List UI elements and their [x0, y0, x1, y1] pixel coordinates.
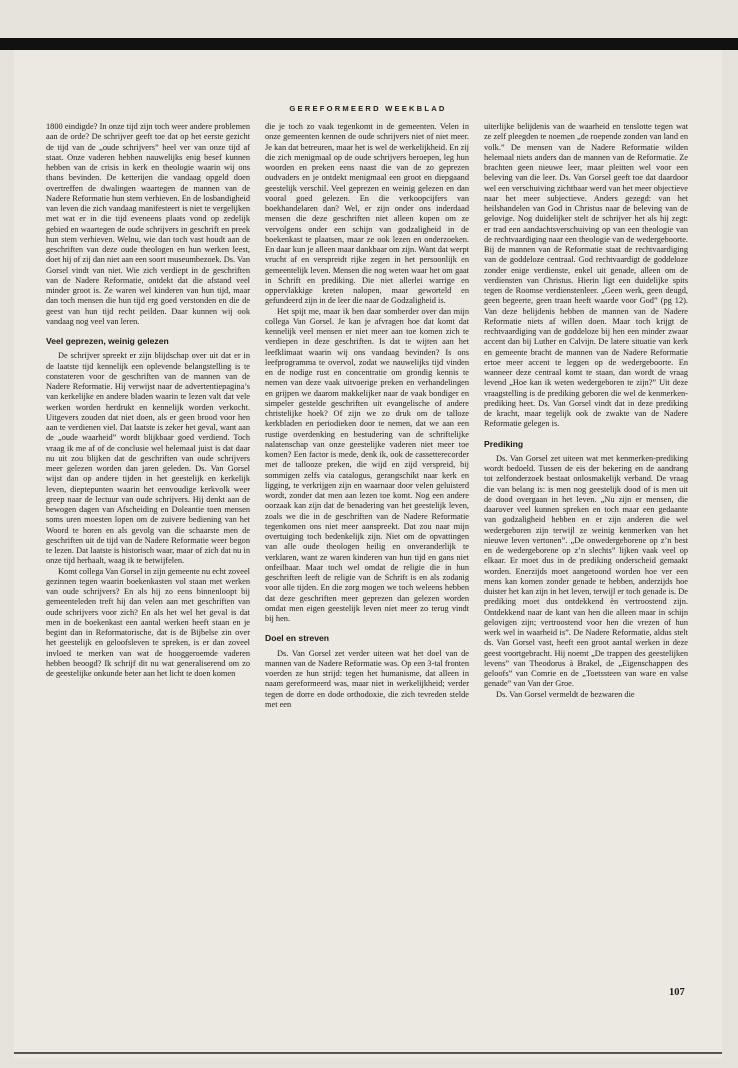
page-number: 107: [669, 987, 685, 998]
text-column-3: [484, 122, 688, 700]
paragraph: 1800 eindigde? In onze tijd zijn toch weer andere problemen aan de orde? De schrijver geeft toe dat op het eerste gezicht de tijd van de „oude schrijvers” heel ver van onze tijd af staat. Onze vaderen hebben nauwelijks enig besef kunnen hebben van de crisis in kerk en theologie waarin wij ons thans bevinden. De ketterijen die vandaag opgeld doen overtreffen de dwalingen waartegen de mannen van de Nadere Reformatie hun stem verhieven. En de losbandigheid van leven die zich vandaag manifesteert is niet te vergelijken met wat er in die tijd eveneens plaats vond op zedelijk gebied en waartegen de oude schrijvers in geschrift en preek hun stem verhieven. Welnu, wie dan toch vast houdt aan de geschriften van deze oude theologen en hun werken leest, doet hij of zij dan niet aan een soort museumbezoek. Ds. Van Gorsel vindt van niet. Wie zich verdiept in de geschriften van de Nadere Reformatie, ontdekt dat die afstand veel minder groot is. Ze waren wel kinderen van hun tijd, maar dan toch mensen die hun tijd erg goed verstonden en die de geest van hun tijd recht peilden. Daar kunnen wij ook vandaag nog veel van leren.: [46, 122, 250, 326]
paragraph: Ds. Van Gorsel vermeldt de bezwaren die: [496, 689, 635, 699]
text-column-2: [265, 122, 469, 710]
paragraph: Ds. Van Gorsel zet uiteen wat met kenmerken-prediking wordt bedoeld. Tussen de eis der bekering en de aandrang tot zelfonderzoek bestaat onlosmakelijk verband. De vraag die van belang is: is men nog geestelijk dood of is men uit de dood overgaan in het leven. „Nu zijn er mensen, die daarover veel kunnen spreken en toch maar een gedaante van godzaligheid hebben en er zijn anderen die wel wedergeboren zijn terwijl ze weinig kenmerken van het nieuwe leven vertonen”. „De onwedergeborene op z’n best en de wedergeborene op z’n slechts” lijken vaak veel op elkaar. Er moet dus in de prediking onderscheid gemaakt worden. Enerzijds moet aangetoond worden hoe ver een mens kan komen zonder genade te hebben, anderzijds hoe duister het kan zijn in het leven, terwijl er toch genade is. De prediking moet dus ontdekkend èn vertroostend zijn. Ontdekkend naar de kant van hen die alleen maar in schijn gelovigen zijn; vertroostend voor hen die vrezen of hun werk wel in waarheid is”. De Nadere Reformatie, aldus stelt ds. Van Gorsel vast, heeft een groot aantal werken in deze geest voortgebracht. Hij noemt „De trappen des geestelijken levens” van Theodorus à Brakel, de „Eigenschappen des geloofs” van Comrie en de „Toetssteen van ware en valse genade” van Van der Groe.: [484, 453, 688, 689]
section-heading: Prediking: [484, 438, 524, 449]
magazine-page: [14, 50, 722, 1058]
top-black-bar: [0, 38, 738, 50]
text-column-1: [46, 122, 250, 679]
paragraph: uiterlijke belijdenis van de waarheid en tenslotte tegen wat ze zelf pleegden te noemen „de roepende zonden van land en volk.” De mensen van de Nadere Reformatie wilden helemaal niets anders dan de mannen van de Reformatie. Ze brachten geen nieuwe leer, maar pleitten wel voor een beleving van die leer. Ds. Van Gorsel geeft toe dat daardoor wel een verschuiving zichtbaar werd van het meer objectieve naar het meer subjectieve. Anders gezegd: van het heilshandelen van God in Christus naar de beleving van de gelovige. Nog duidelijker stelt de schrijver het als hij zegt: er trad een aandachtsverschuiving op van een theologie van de rechtvaardiging naar een theologie van de wedergeboorte. Bij de mannen van de Reformatie staat de rechtvaardiging van de goddeloze centraal. God rechtvaardigt de goddeloze zonder enige verdienste, enkel uit genade, alleen om de verdiensten van Christus. Hierin ligt een duidelijke spits tegen de Roomse verdienstenleer. „Geen werk, geen deugd, geen begeerte, geen traan heeft waarde voor God” (pg 12). Van deze belijdenis hebben de mannen van de Nadere Reformatie niets af willen doen. Maar toch krijgt de rechtvaardiging van de goddeloze bij hen een minder zwaar accent dan bij Luther en Calvijn. De latere situatie van kerk en gemeente bracht de mannen van de Nadere Reformatie ertoe meer accent te leggen op de wedergeboorte. En wanneer deze centraal komt te staan, dan wordt de vraag levend „Hoe kan ik weten wedergeboren te zijn?” Uit deze vraagstelling is de prediking geboren die wel de kenmerken-prediking heet. Ds. Van Gorsel vindt dat in deze prediking de kracht, maar tegelijk ook de zwakte van de Nadere Reformatie gelegen is.: [484, 122, 688, 429]
section-heading: Veel geprezen, weinig gelezen: [46, 336, 169, 346]
paragraph: Ds. Van Gorsel zet verder uiteen wat het doel van de mannen van de Nadere Reformatie was. Op een 3-tal fronten voerden ze hun strijd: tegen het humanisme, dat alleen in naam gereformeerd was, maar niet in werkelijkheid; verder tegen de dorre en dode orthodoxie, die zich tevreden stelde met een: [265, 648, 469, 709]
paragraph: Komt collega Van Gorsel in zijn gemeente nu echt zoveel gezinnen tegen waarin boekenkasten vol staan met werken van oude schrijvers? En als hij zo eens binnenloopt bij gemeenteleden treft hij dan velen aan met geschriften van oude schrijvers voor zich? En als het wel het geval is dat men in de boekenkast een aantal werken heeft staan en je begint dan in Reformatorische, dat is de Bijbelse zin over het geestelijk en geloofsleven te spreken, is er dan zoveel invloed te merken van wat de hooggeroemde vaderen hebben beoogd? Ik schrijf dit nu wat generaliserend om zo de geestelijke onkunde beter aan het licht te doen komen: [46, 566, 250, 678]
bottom-rule: [14, 1052, 722, 1054]
running-head: GEREFORMEERD WEEKBLAD: [289, 104, 447, 113]
paragraph: De schrijver spreekt er zijn blijdschap over uit dat er in de laatste tijd kennelijk een oplevende belangstelling is te constateren voor de geschriften van de mannen van de Nadere Reformatie. Hij verwijst naar de advertentiepagina’s van kerkelijke en andere bladen waarin te lezen valt dat vele werken worden herdrukt en kennelijk worden verkocht. Uitgevers zouden dat niet doen, als er geen brood voor hen aan te verdienen viel. Dat laatste is zeker het geval, want aan de „oude waarheid” wordt blijkbaar goed verdiend. Toch vraag ik me af of de conclusie wel helemaal juist is dat daar nu uit zou blijken dat de geschriften van oude schrijvers meer gelezen worden dan jaren geleden. Ds. Van Gorsel wijst dan op andere tijden in het geestelijk en kerkelijk leven, dieptepunten waarin het eenvoudige kerkvolk weer greep naar de lectuur van oude schrijvers. Hij denkt aan de bewogen dagen van Afscheiding en Doleantie toen mensen soms uren moesten lopen om de zuivere bediening van het Woord te horen en als gevolg van die schaarste men de geschriften uit de tijd van de Nadere Reformatie weer begon te lezen. Dat laatste is historisch waar, maar of zich dat nu in onze tijd herhaalt, waag ik te betwijfelen.: [46, 351, 250, 566]
paragraph: die je toch zo vaak tegenkomt in de gemeenten. Velen in onze gemeenten kennen de oude schrijvers niet of niet meer. Je kan dat betreuren, maar het is wel de werkelijkheid. En zij die zich menigmaal op de oude schrijvers beroepen, leg hun woorden en preken eens naast die van de zo geprezen oudvaders en je ontdekt menigmaal een groot en diepgaand geestelijk verschil. Veel geprezen en weinig gelezen en dan vooral goed gelezen. En die verkoopcijfers van boekhandelaren dan? Wel, er zijn onder ons inderdaad mensen die deze geschriften niet alleen kopen om ze vervolgens onder een schijn van godzaligheid in de boekenkast te plaatsen, maar ze ook lezen en onderzoeken. En daar kun je alleen maar dankbaar om zijn. Want dat werpt vrucht af en verspreidt rijke zegen in het persoonlijk en gemeentelijk leven. Mensen die nog weten waar het om gaat in Schrift en prediking. Die niet allerlei warrige en oppervlakkige kreten nalopen, maar geworteld en gefundeerd zijn in de leer die naar de Godzaligheid is.: [265, 122, 469, 306]
paragraph: Het spijt me, maar ik ben daar somberder over dan mijn collega Van Gorsel. Je kan je afvragen hoe dat komt dat kennelijk veel mensen er niet meer aan toe komen zich te verdiepen in deze geschriften. Is dat te wijten aan het leefklimaat waarin wij ons vandaag bevinden? Is ons leefprogramma te overvol, zodat we nauwelijks tijd vinden en de nodige rust en concentratie om grondig kennis te nemen van deze vaak uitvoerige preken en verhandelingen en grijpen we daarom makkelijker naar de vaak bondiger en simpeler gestelde geschriften uit evangelische of andere christelijke hoek? Of zijn we zo druk om de talloze kerkbladen en periodieken door te nemen, dat we aan een rustige overdenking en bestudering van de schriftelijke nalatenschap van onze geestelijke vaderen niet meer toe komen? Een factor is mede, denk ik, ook de cassetterecorder met de tallooze preken, die wijd en zijd verspreid, bij sommigen zelfs via catalogus, gerangschikt naar kerk en ligging, te verkrijgen zijn en waarnaar door velen geluisterd wordt, zonder dat men aan lezen toe komt. Nog een andere oorzaak kan zijn dat de benadering van het geestelijk leven, zoals we die in de geschriften van de Nadere Reformatie tegenkomen ons niet meer aanspreekt. Dat zou naar mijn overtuiging toch bedenkelijk zijn. Niet om de opvattingen van alle oude theologen heilig en onveranderlijk te verklaren, want ze waren kinderen van hun tijd en gans niet onfeilbaar. Maar toch wel omdat de religie die in hun geschriften leeft de religie van de Schrift is en als zodanig voor alle tijden. En die zorg mogen we toch weleens hebben dat deze geschriften meer geprezen dan gelezen worden omdat men eigen geestelijk leven niet meer zo terug vindt bij hen.: [265, 306, 469, 623]
section-heading: Doel en streven: [265, 633, 329, 644]
